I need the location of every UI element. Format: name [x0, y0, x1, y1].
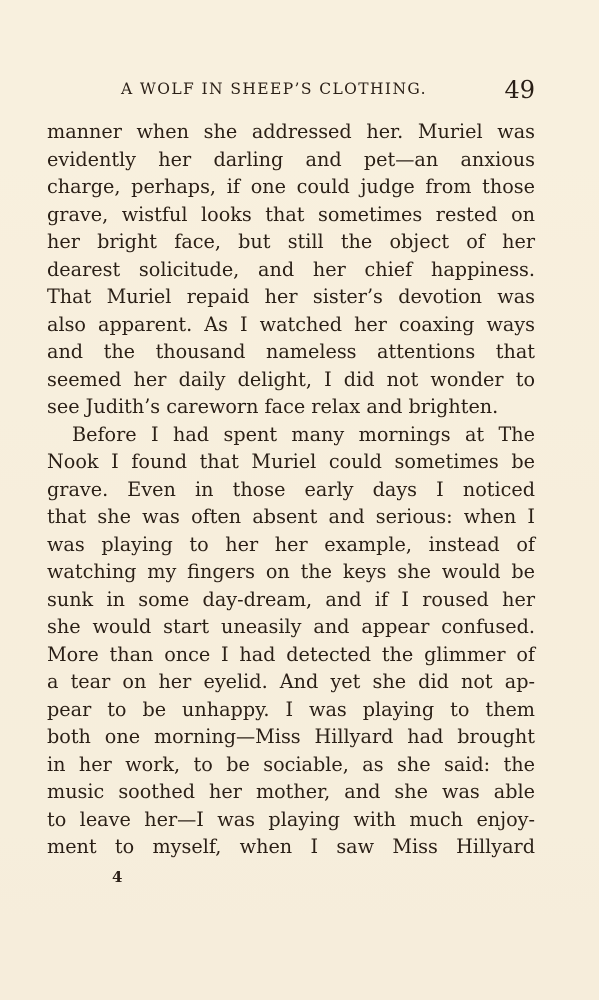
- text-line: dearest solicitude, and her chief happiness.: [47, 257, 535, 281]
- text-line: pear to be unhappy. I was playing to them: [47, 697, 535, 721]
- text-line: was playing to her her example, instead of: [47, 532, 535, 556]
- text-line: and the thousand nameless attentions that: [47, 340, 535, 363]
- text-line: both one morning—Miss Hillyard had brought: [47, 725, 535, 748]
- paragraph-start-line: Before I had spent many mornings at The: [72, 422, 535, 446]
- paragraph-end-line: see Judith’s careworn face relax and brighten.: [47, 395, 499, 418]
- signature-mark: 4: [112, 868, 123, 886]
- text-line: grave. Even in those early days I noticed: [47, 477, 535, 501]
- text-line: to leave her—I was playing with much enjoy-: [47, 807, 535, 831]
- text-line: Nook I found that Muriel could sometimes be: [47, 450, 535, 473]
- text-line: That Muriel repaid her sister’s devotion was: [47, 285, 535, 308]
- text-line: watching my fingers on the keys she would be: [47, 560, 535, 583]
- text-line: grave, wistful looks that sometimes rested on: [47, 202, 535, 226]
- text-line: sunk in some day-dream, and if I roused her: [47, 587, 535, 611]
- text-line: manner when she addressed her. Muriel was: [47, 120, 535, 143]
- text-line: ment to myself, when I saw Miss Hillyard: [47, 835, 535, 858]
- body-text: [47, 118, 535, 861]
- text-line: a tear on her eyelid. And yet she did not ap-: [47, 670, 535, 693]
- text-line: seemed her daily delight, I did not wonder to: [47, 367, 535, 391]
- page-header: [47, 78, 537, 104]
- page-number: 49: [504, 76, 535, 104]
- text-line: she would start uneasily and appear confused.: [47, 615, 535, 638]
- text-line: her bright face, but still the object of her: [47, 230, 535, 253]
- text-line: in her work, to be sociable, as she said: the: [47, 752, 535, 776]
- text-line: also apparent. As I watched her coaxing ways: [47, 312, 535, 336]
- running-title: A WOLF IN SHEEP’S CLOTHING.: [121, 80, 427, 98]
- text-line: music soothed her mother, and she was able: [47, 780, 535, 803]
- text-line: evidently her darling and pet—an anxious: [47, 147, 535, 171]
- text-line: charge, perhaps, if one could judge from those: [47, 175, 535, 198]
- text-line: More than once I had detected the glimmer of: [47, 642, 535, 666]
- text-line: that she was often absent and serious: when I: [47, 505, 535, 528]
